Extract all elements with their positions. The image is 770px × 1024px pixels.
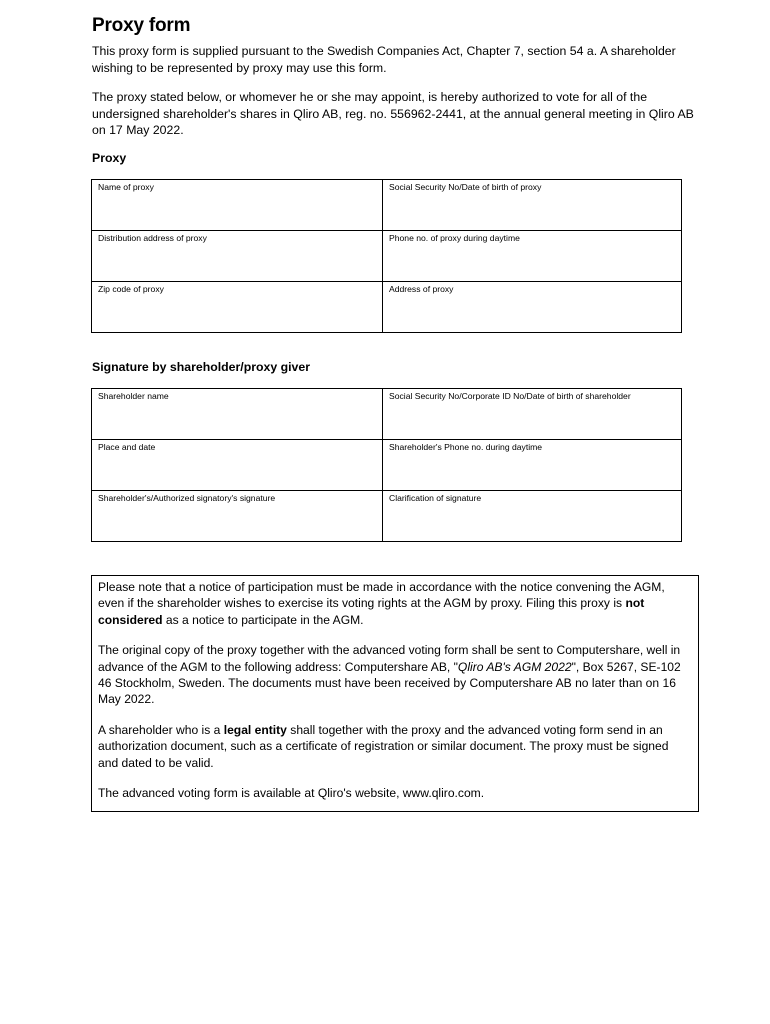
table-row	[92, 180, 682, 231]
proxy-details-table	[91, 179, 682, 333]
shareholder-id-field[interactable]: Social Security No/Corporate ID No/Date of birth of shareholder	[383, 389, 682, 440]
name-of-proxy-field[interactable]: Name of proxy	[92, 180, 383, 231]
signature-clarification-field[interactable]: Clarification of signature	[383, 491, 682, 542]
table-row	[92, 491, 682, 542]
signature-section-heading: Signature by shareholder/proxy giver	[92, 360, 310, 374]
emphasis-agm-name: Qliro AB's AGM 2022	[457, 659, 572, 674]
table-row	[92, 231, 682, 282]
authorization-paragraph: The proxy stated below, or whomever he or she may appoint, is hereby authorized to vote for all of the undersigned shareholder's shares in Qliro AB, reg. no. 556962-2441, at the annual general meeting in Qliro AB on 17 May 2022.	[92, 90, 694, 137]
table-row	[92, 440, 682, 491]
proxy-zip-code-field[interactable]: Zip code of proxy	[92, 282, 383, 333]
emphasis-not-considered: not considered	[98, 596, 645, 627]
proxy-ssn-field[interactable]: Social Security No/Date of birth of proxy	[383, 180, 682, 231]
notice-legal-entity-paragraph: A shareholder who is a legal entity shall together with the proxy and the advanced voting form send in an authorization document, such as a certificate of registration or similar document. The proxy must be signed and dated to be valid.	[98, 722, 669, 770]
intro-paragraph: This proxy form is supplied pursuant to the Swedish Companies Act, Chapter 7, section 54 a. A shareholder wishing to be represented by proxy may use this form.	[92, 44, 676, 75]
signature-field[interactable]: Shareholder's/Authorized signatory's signature	[92, 491, 383, 542]
proxy-section-heading: Proxy	[92, 151, 127, 165]
shareholder-name-field[interactable]: Shareholder name	[92, 389, 383, 440]
place-and-date-field[interactable]: Place and date	[92, 440, 383, 491]
shareholder-phone-field[interactable]: Shareholder's Phone no. during daytime	[383, 440, 682, 491]
notice-participation-paragraph: Please note that a notice of participation must be made in accordance with the notice convening the AGM, even if the shareholder wishes to exercise its voting rights at the AGM by proxy. Filing this proxy is not considered as a notice to participate in the AGM.	[98, 580, 665, 627]
notice-mailing-paragraph: The original copy of the proxy together with the advanced voting form shall be sent to Computershare, well in advance of the AGM to the following address: Computershare AB, "Qliro AB's AGM 2022", Box 5267, SE-102 46 Stockholm, Sweden. The documents must have been received by Computershare AB no later than on 16 May 2022.	[98, 643, 681, 707]
notice-box	[91, 575, 699, 812]
page-title: Proxy form	[92, 15, 191, 36]
signature-details-table	[91, 388, 682, 542]
notice-website-paragraph: The advanced voting form is available at Qliro's website, www.qliro.com.	[98, 786, 485, 801]
proxy-phone-field[interactable]: Phone no. of proxy during daytime	[383, 231, 682, 282]
emphasis-legal-entity: legal entity	[223, 722, 287, 737]
table-row	[92, 389, 682, 440]
proxy-distribution-address-field[interactable]: Distribution address of proxy	[92, 231, 383, 282]
proxy-address-field[interactable]: Address of proxy	[383, 282, 682, 333]
table-row	[92, 282, 682, 333]
